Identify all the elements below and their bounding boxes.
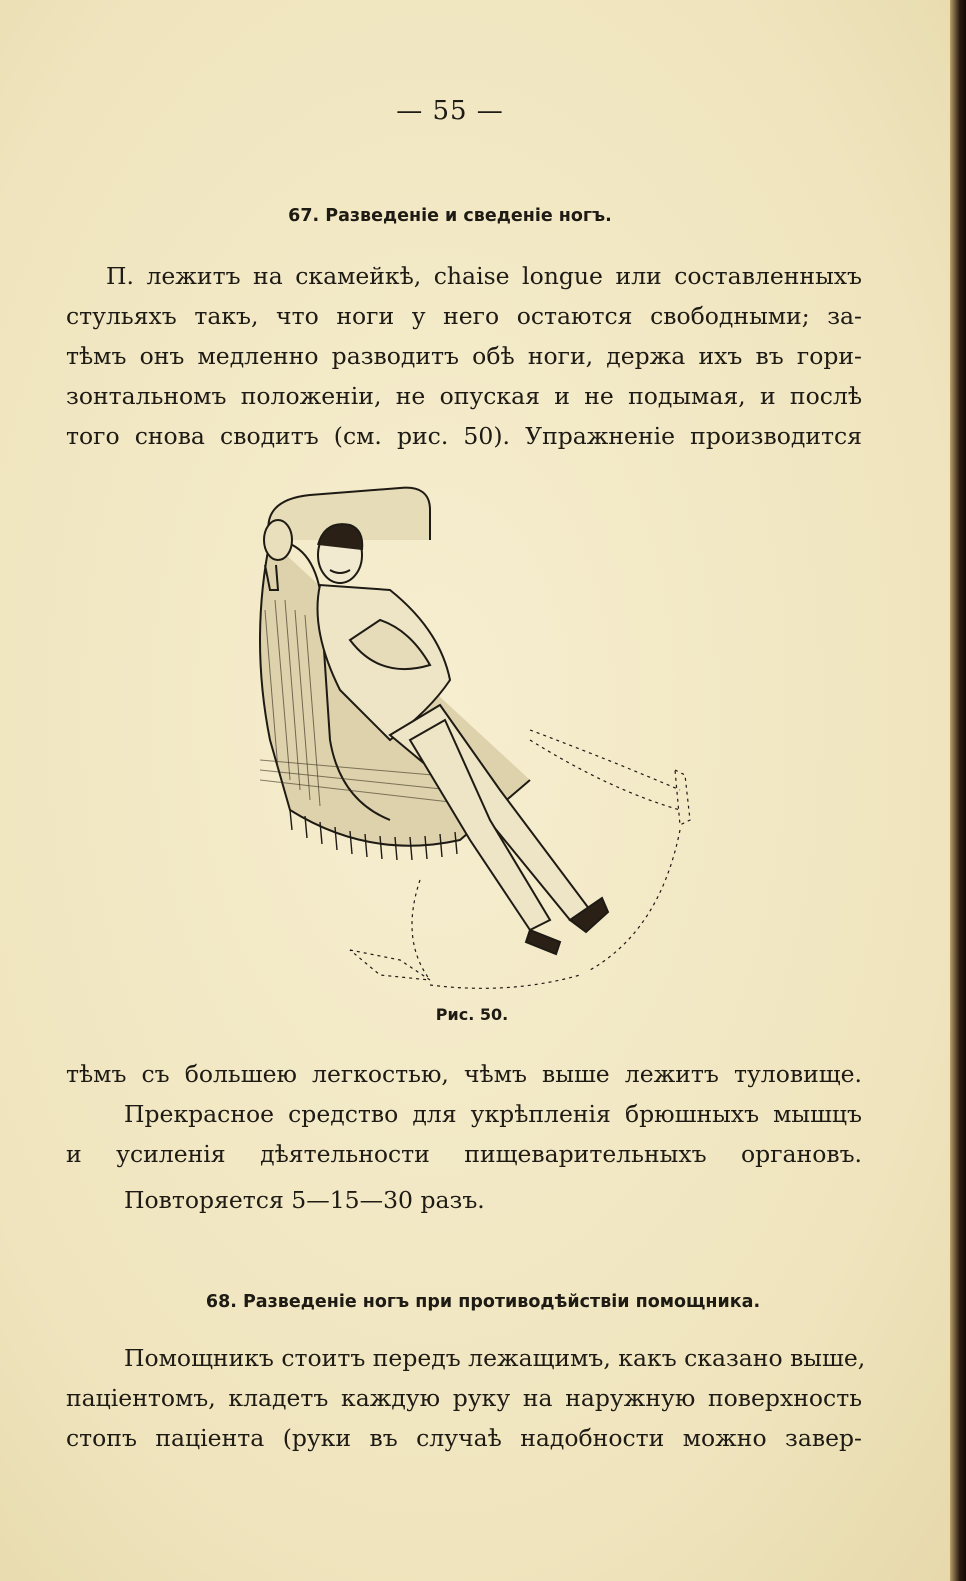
section-heading-68: 68. Разведеніе ногъ при противодѣйствіи помощника. [205, 1292, 761, 1312]
page-edge [950, 0, 966, 1581]
text-line: тѣмъ съ большею легкостью, чѣмъ выше лежитъ туловище. [66, 1060, 862, 1088]
section-heading-67: 67. Разведеніе и сведеніе ногъ. [288, 206, 612, 226]
paragraph-repeat-count [124, 1180, 485, 1220]
text-line: Прекрасное средство для укрѣпленія брюшныхъ мышцъ [124, 1100, 862, 1128]
text-line: зонтальномъ положеніи, не опуская и не подымая, и послѣ [66, 382, 862, 410]
paragraph-assistant-description [66, 1338, 866, 1458]
page-number: — 55 — [396, 96, 504, 126]
text-line: П. лежитъ на скамейкѣ, chaise longue или составленныхъ [106, 262, 862, 290]
text-line: Повторяется 5—15—30 разъ. [124, 1186, 485, 1214]
text-line: и усиленія дѣятельности пищеварительныхъ органовъ. [66, 1140, 862, 1168]
figure-caption: Рис. 50. [435, 1005, 509, 1024]
figure-reclining-man-illustration [230, 480, 730, 1000]
text-line: стопъ паціента (руки въ случаѣ надобности можно завер- [66, 1424, 862, 1452]
text-line: тѣмъ онъ медленно разводитъ обѣ ноги, держа ихъ въ гори- [66, 342, 862, 370]
paragraph-continuation [66, 1054, 862, 1094]
paragraph-exercise-description [66, 256, 862, 456]
paragraph-benefit [66, 1094, 862, 1174]
text-line: стульяхъ такъ, что ноги у него остаются свободными; за- [66, 302, 862, 330]
text-line: Помощникъ стоитъ передъ лежащимъ, какъ сказано выше, [124, 1344, 866, 1372]
text-line: паціентомъ, кладетъ каждую руку на наружную поверхность [66, 1384, 862, 1412]
text-line: того снова сводитъ (см. рис. 50). Упражненіе производится [66, 422, 862, 450]
